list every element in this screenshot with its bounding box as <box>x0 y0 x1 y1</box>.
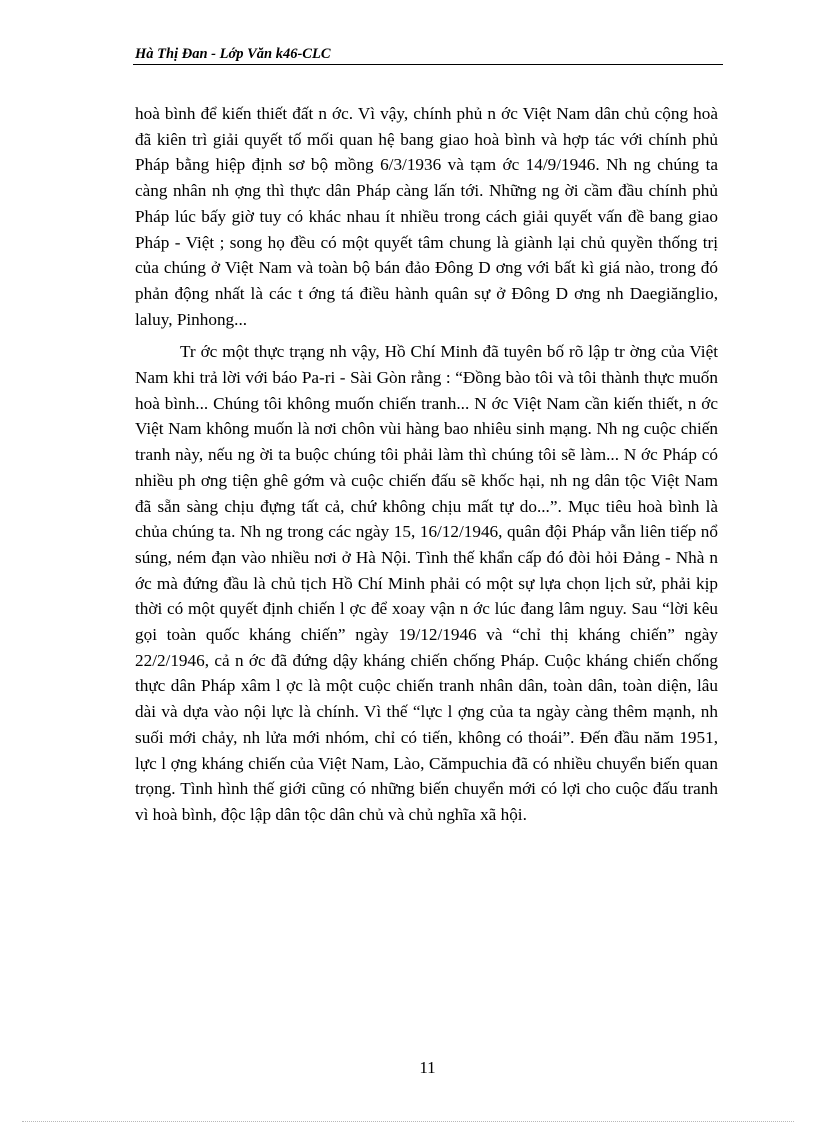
running-header: Hà Thị Đan - Lớp Văn k46-CLC <box>135 46 331 62</box>
body-text <box>135 101 718 828</box>
paragraph-2: Tr ớc một thực trạng nh vậy, Hồ Chí Minh đã tuyên bố rõ lập tr ờng của Việt Nam khi trả lời với báo Pa-ri - Sài Gòn rằng : “Đồng bào tôi và tôi thành thực muốn hoà bình... Chúng tôi không muốn chiến tranh... N ớc Việt Nam cần kiến thiết, n ớc Việt Nam không muốn là nơi chôn vùi hàng bao nhiêu sinh mạng. Nh ng cuộc chiến tranh này, nếu ng ời ta buộc chúng tôi phải làm thì chúng tôi sẽ làm... N ớc Pháp có nhiều ph ơng tiện ghê gớm và cuộc chiến đấu sẽ khốc hại, nh ng dân tộc Việt Nam đã sẵn sàng chịu đựng tất cả, chứ không chịu mất tự do...”. Mục tiêu hoà bình là chủa chúng ta. Nh ng trong các ngày 15, 16/12/1946, quân đội Pháp vẫn liên tiếp nổ súng, ném đạn vào nhiều nơi ở Hà Nội. Tình thế khẩn cấp đó đòi hỏi Đảng - Nhà n ớc mà đứng đầu là chủ tịch Hồ Chí Minh phải có một sự lựa chọn lịch sử, phải kịp thời có một quyết định chiến l ợc để xoay vận n ớc lúc đang lâm nguy. Sau “lời kêu gọi toàn quốc kháng chiến” ngày 19/12/1946 và “chỉ thị kháng chiến” ngày 22/2/1946, cả n ớc đã đứng dậy kháng chiến chống Pháp. Cuộc kháng chiến chống thực dân Pháp xâm l ợc là một cuộc chiến tranh nhân dân, toàn dân, toàn diện, lâu dài và dựa vào nội lực là chính. Vì thế “lực l ợng của ta ngày càng thêm mạnh, nh suối mới chảy, nh lửa mới nhóm, chỉ có tiến, không có thoái”. Đến đầu năm 1951, lực l ợng kháng chiến của Việt Nam, Lào, Cămpuchia đã có nhiều chuyển biến quan trọng. Tình hình thế giới cũng có những biến chuyển mới có lợi cho cuộc đấu tranh vì hoà bình, độc lập dân tộc dân chủ và chủ nghĩa xã hội. <box>135 342 718 824</box>
header-rule <box>133 64 723 65</box>
footer-dotted-rule <box>22 1121 794 1122</box>
paragraph-1: hoà bình để kiến thiết đất n ớc. Vì vậy, chính phủ n ớc Việt Nam dân chủ cộng hoà đã kiên trì giải quyết tố mối quan hệ bang giao hoà bình và hợp tác với chính phủ Pháp bằng hiệp định sơ bộ mồng 6/3/1936 và tạm ớc 14/9/1946. Nh ng chúng ta càng nhân nh ợng thì thực dân Pháp càng lấn tới. Những ng ời cầm đầu chính phủ Pháp lúc bấy giờ tuy có khác nhau ít nhiều trong cách giải quyết vấn đề bang giao Pháp - Việt ; song họ đều có một quyết tâm chung là giành lại chủ quyền thống trị của chúng ở Việt Nam và toàn bộ bán đảo Đông D ơng với bất kì giá nào, trong đó phản động nhất là các t ớng tá điều hành quân sự ở Đông D ơng nh Daegiănglio, laluy, Pinhong... <box>135 104 718 329</box>
page-number: 11 <box>419 1058 436 1077</box>
